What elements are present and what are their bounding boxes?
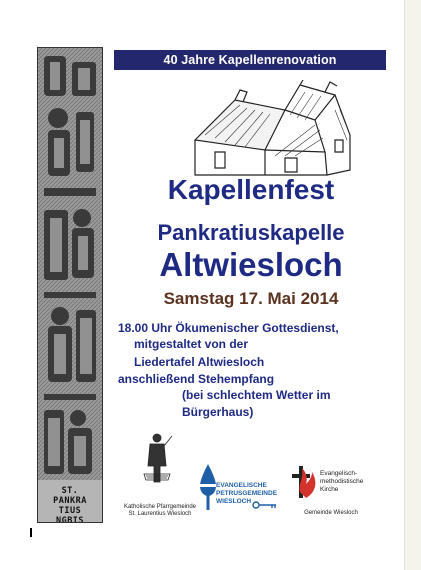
- info-line: anschließend Stehempfang: [118, 372, 275, 386]
- info-line: Liedertafel Altwiesloch: [134, 355, 265, 369]
- catholic-caption: [120, 504, 200, 518]
- relief-inscription: [40, 486, 100, 523]
- catholic-caption-line: St. Laurentius Wiesloch: [128, 511, 192, 517]
- inscription-line: PANKRA: [53, 496, 87, 506]
- info-line: (bei schlechtem Wetter im: [182, 388, 331, 402]
- inscription-line: ST.: [61, 486, 79, 496]
- methodist-name-line: methodistische: [320, 478, 364, 485]
- evangelical-name-line: EVANGELISCHE: [216, 482, 267, 489]
- catholic-caption-line: Katholische Pfarrgemeinde: [123, 504, 197, 510]
- inscription-line: TIUS: [58, 506, 82, 516]
- evangelical-name-line: PETRUSGEMEINDE: [216, 490, 278, 497]
- anniversary-banner: 40 Jahre Kapellenrenovation: [114, 50, 386, 70]
- info-line: Bürgerhaus): [182, 405, 254, 419]
- methodist-name-line: Kirche: [320, 486, 339, 493]
- methodist-name-line: Evangelisch-: [320, 470, 358, 477]
- location-name: Altwiesloch: [159, 246, 343, 283]
- carved-relief-strip: [37, 47, 103, 523]
- chapel-name: Pankratiuskapelle: [157, 220, 345, 245]
- methodist-caption: Gemeinde Wiesloch: [304, 510, 358, 516]
- page-edge: [404, 0, 421, 570]
- inscription-line: NGBIS: [55, 516, 85, 523]
- saint-laurentius-icon: [138, 430, 176, 492]
- evangelical-name-line: WIESLOCH: [216, 498, 252, 505]
- chapel-sketch: [175, 80, 375, 180]
- info-line: 18.00 Uhr Ökumenischer Gottesdienst,: [118, 321, 339, 335]
- event-date: Samstag 17. Mai 2014: [163, 289, 339, 308]
- event-title: Kapellenfest: [167, 174, 335, 205]
- relief-illustration: [38, 48, 102, 522]
- info-line: mitgestaltet von der: [134, 337, 249, 351]
- key-icon: [252, 500, 278, 510]
- text-cursor-mark: [30, 528, 32, 537]
- methodist-cross-flame-icon: [290, 464, 320, 500]
- methodist-name: [320, 470, 363, 494]
